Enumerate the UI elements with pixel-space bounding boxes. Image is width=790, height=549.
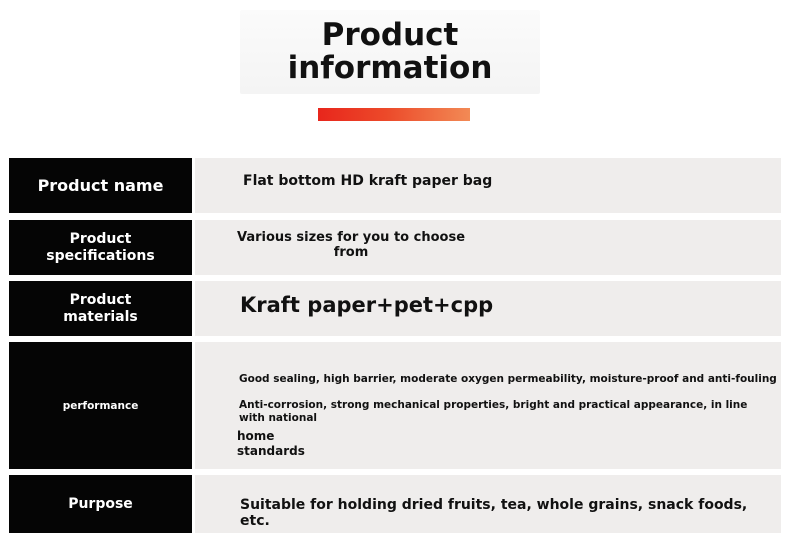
table-row-performance <box>9 342 781 469</box>
row-label-text: performance <box>62 399 139 412</box>
performance-value-line-3b: standards <box>237 444 305 458</box>
row-value-purpose <box>195 475 781 533</box>
purpose-value: Suitable for holding dried fruits, tea, whole grains, snack foods, etc. <box>240 497 748 529</box>
row-label-purpose <box>9 475 192 533</box>
row-value-product-name <box>195 158 781 213</box>
product-name-value: Flat bottom HD kraft paper bag <box>243 173 493 189</box>
performance-value-line-3a: home <box>237 429 275 443</box>
row-label-product-materials <box>9 281 192 336</box>
row-label-line-1: Product <box>69 291 132 308</box>
product-materials-value: Kraft paper+pet+cpp <box>240 293 494 317</box>
product-specifications-value: Various sizes for you to choose from <box>236 230 466 260</box>
row-label-text: Purpose <box>68 495 133 512</box>
table-row-product-materials <box>9 281 781 336</box>
table-row-purpose <box>9 475 781 533</box>
row-label-line-1: Product <box>69 230 132 247</box>
row-label-text: Product name <box>37 175 164 195</box>
performance-value-line-1: Good sealing, high barrier, moderate oxygen permeability, moisture-proof and anti-fouling <box>239 373 777 385</box>
row-label-line-2: specifications <box>46 247 155 264</box>
page-title-line-2: information <box>287 50 493 86</box>
table-row-product-name <box>9 158 781 213</box>
row-value-product-materials <box>195 281 781 336</box>
performance-value-line-2: Anti-corrosion, strong mechanical properties, bright and practical appearance, in line with national <box>239 399 748 424</box>
row-label-product-specifications <box>9 220 192 275</box>
table-row-product-specifications <box>9 220 781 275</box>
row-value-product-specifications <box>195 220 781 275</box>
page-title <box>240 10 540 94</box>
title-accent-bar <box>318 108 470 121</box>
row-label-performance <box>9 342 192 469</box>
row-label-product-name <box>9 158 192 213</box>
row-label-line-2: materials <box>63 308 138 325</box>
row-value-performance <box>195 342 781 469</box>
performance-value-line-3 <box>237 429 305 459</box>
page-title-line-1: Product <box>321 17 459 53</box>
